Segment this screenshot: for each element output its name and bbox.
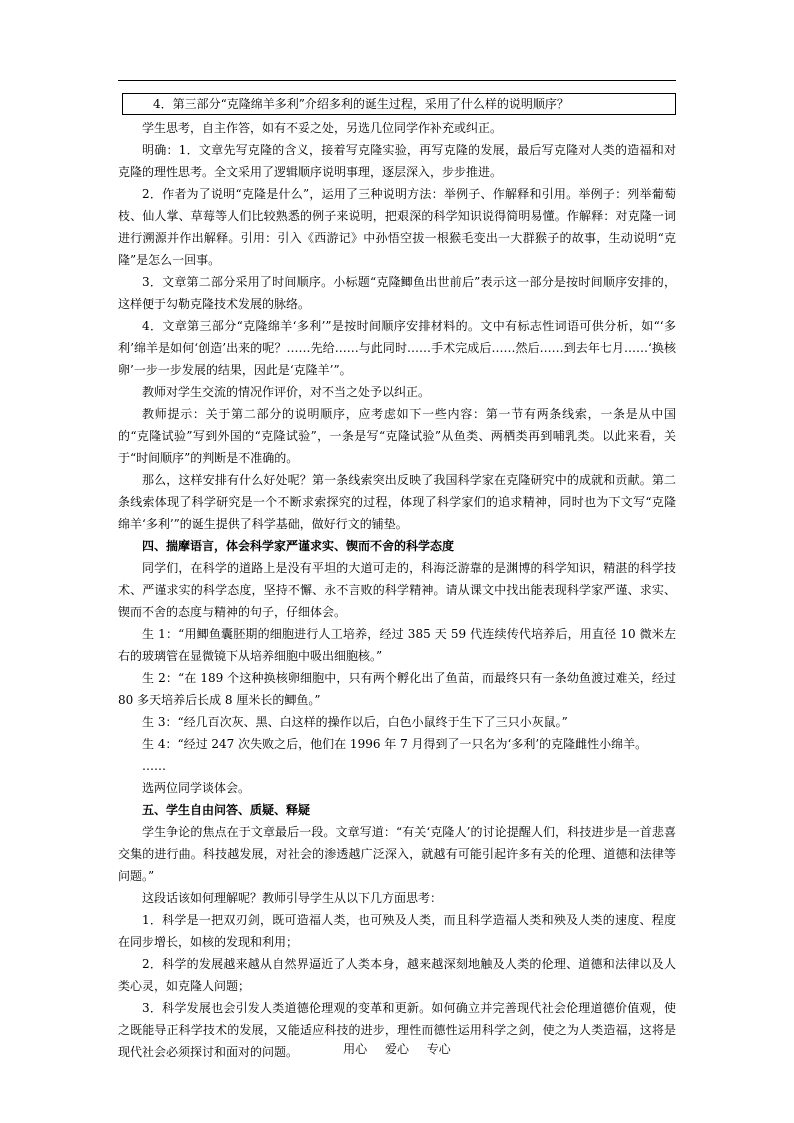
paragraph: 明确：1．文章先写克隆的含义，接着写克隆实验，再写克隆的发展，最后写克隆对人类的造福和对克隆的理性思考。全文采用了逻辑顺序说明事理，逐层深入，步步推进。 (118, 143, 676, 179)
student-quote: 生 1：“用鲫鱼囊胚期的细胞进行人工培养，经过 385 天 59 代连续传代培养后，用直径 10 微米左右的玻璃管在显微镜下从培养细胞中吸出细胞核。” (118, 627, 676, 663)
list-item: 2．科学的发展越来越从自然界逼近了人类本身，越来越深刻地触及人类的伦理、道德和法律以及人类心灵，如克隆人问题； (118, 957, 676, 993)
paragraph: 这段话该如何理解呢？教师引导学生从以下几方面思考： (142, 891, 443, 905)
ellipsis: …… (142, 759, 166, 773)
list-item: 1．科学是一把双刃剑，既可造福人类，也可殃及人类，而且科学造福人类和殃及人类的速度、程度在同步增长，如核的发现和利用； (118, 913, 676, 949)
paragraph: 选两位同学谈体会。 (142, 781, 251, 795)
paragraph: 同学们，在科学的道路上是没有平坦的大道可走的，科海泛游靠的是渊博的科学知识，精湛的科学技术、严谨求实的科学态度，坚持不懈、永不言败的科学精神。请从课文中找出能表现科学家严谨、求实、锲而不舍的态度与精神的句子，仔细体会。 (118, 561, 676, 619)
student-quote: 生 2：“在 189 个这种换核卵细胞中，只有两个孵化出了鱼苗，而最终只有一条幼鱼渡过难关，经过 80 多天培养后长成 8 厘米长的鲫鱼。” (118, 671, 676, 707)
page-footer: 用心 爱心 专心 (343, 1042, 451, 1056)
paragraph: 4．文章第三部分“克隆绵羊‘多利’”是按时间顺序安排材料的。文中有标志性词语可供分析，如“‘多利’绵羊是如何‘创造’出来的呢？……先给……与此同时……手术完成后……然后……到去年七月……‘换核卵’一步一步发展的结果，因此是‘克隆羊’”。 (118, 319, 676, 377)
paragraph: 学生思考，自主作答，如有不妥之处，另选几位同学作补充或纠正。 (142, 121, 503, 135)
section-heading-4: 四、揣摩语言，体会科学家严谨求实、锲而不舍的科学态度 (142, 539, 455, 553)
student-quote: 生 4：“经过 247 次失败之后，他们在 1996 年 7 月得到了一只名为‘多利’的克隆雌性小绵羊。 (142, 737, 648, 751)
paragraph: 教师提示：关于第二部分的说明顺序，应考虑如下一些内容：第一节有两条线索，一条是从中国的“克隆试验”写到外国的“克隆试验”，一条是写“克隆试验”从鱼类、两栖类再到哺乳类。以此来看，关于“时间顺序”的判断是不准确的。 (118, 407, 676, 465)
paragraph: 2．作者为了说明“克隆是什么”，运用了三种说明方法：举例子、作解释和引用。举例子：列举葡萄枝、仙人掌、草莓等人们比较熟悉的例子来说明，把艰深的科学知识说得简明易懂。作解释：对克隆一词进行溯源并作出解释。引用：引入《西游记》中孙悟空拔一根猴毛变出一大群猴子的故事，生动说明“克隆”是怎么一回事。 (118, 187, 676, 267)
question-4-box: 4．第三部分“克隆绵羊多利”介绍多利的诞生过程，采用了什么样的说明顺序？ (122, 93, 676, 115)
header-rule (118, 80, 676, 81)
section-heading-5: 五、学生自由问答、质疑、释疑 (142, 803, 311, 817)
student-quote: 生 3：“经几百次灰、黑、白这样的操作以后，白色小鼠终于生下了三只小灰鼠。” (142, 715, 568, 729)
document-body (118, 93, 676, 1063)
paragraph: 那么，这样安排有什么好处呢？第一条线索突出反映了我国科学家在克隆研究中的成就和贡献。第二条线索体现了科学研究是一个不断求索探究的过程，体现了科学家们的追求精神，同时也为下文写“克隆绵羊‘多利’”的诞生提供了科学基础，做好行文的铺垫。 (118, 473, 676, 531)
list-item: 3．科学发展也会引发人类道德伦理观的变革和更新。如何确立并完善现代社会伦理道德价值观，使之既能导正科学技术的发展，又能适应科技的进步，理性而德性运用科学之剑，使之为人类造福，这将是现代社会必须探讨和面对的问题。 (118, 1001, 676, 1059)
paragraph: 教师对学生交流的情况作评价，对不当之处予以纠正。 (142, 385, 431, 399)
paragraph: 3．文章第二部分采用了时间顺序。小标题“克隆鲫鱼出世前后”表示这一部分是按时间顺序安排的，这样便于勾勒克隆技术发展的脉络。 (118, 275, 676, 311)
paragraph: 学生争论的焦点在于文章最后一段。文章写道：“有关‘克隆人’的讨论提醒人们，科技进步是一首悲喜交集的进行曲。科技越发展，对社会的渗透越广泛深入，就越有可能引起许多有关的伦理、道德和法律等问题。” (118, 825, 676, 883)
